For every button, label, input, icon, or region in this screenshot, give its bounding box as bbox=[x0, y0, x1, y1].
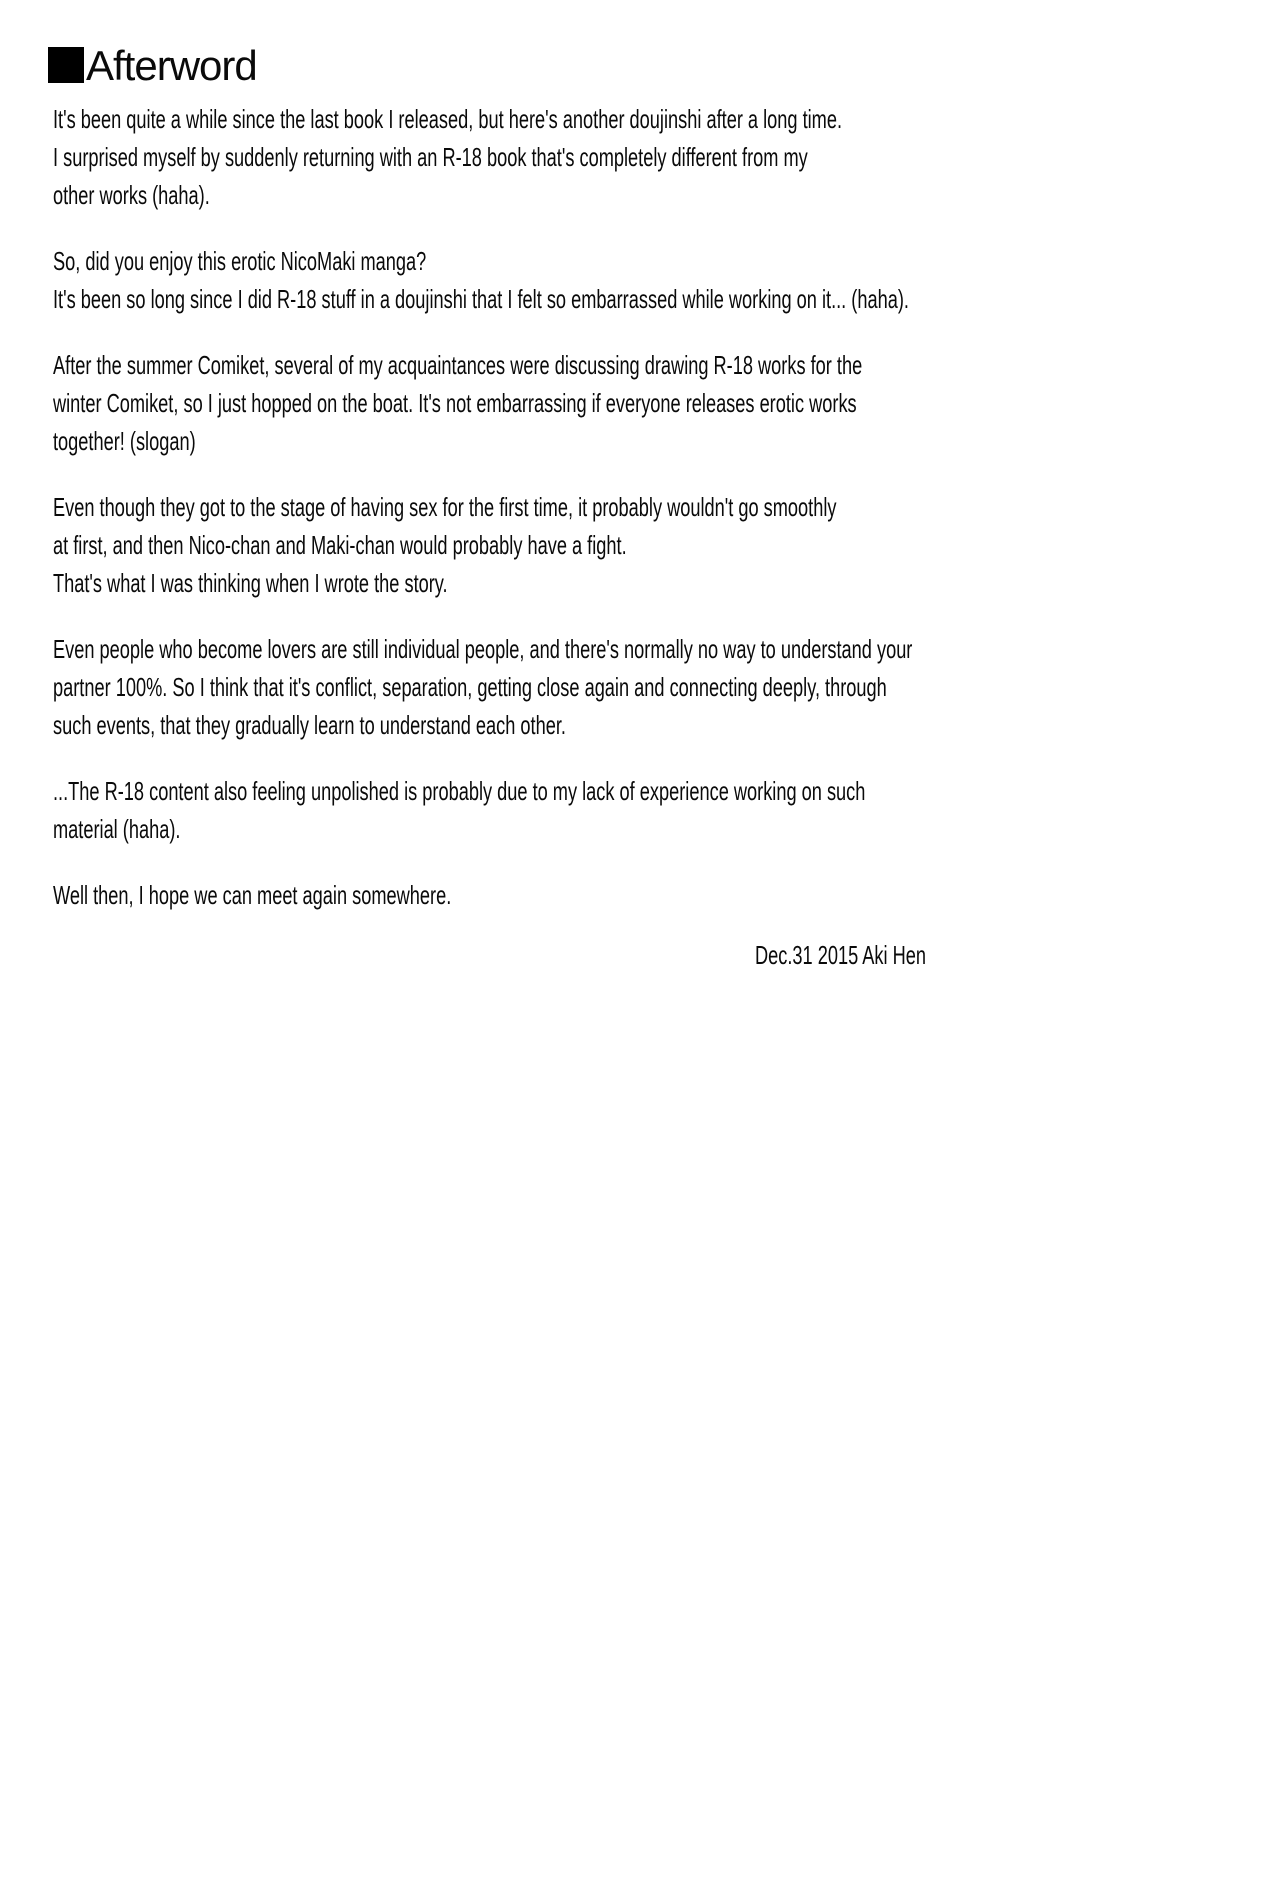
text-line: together! (slogan) bbox=[53, 426, 196, 456]
text-line: It's been quite a while since the last book I released, but here's another doujinshi after a long time. bbox=[53, 104, 843, 134]
text-line: ...The R-18 content also feeling unpolished is probably due to my lack of experience working on such bbox=[53, 776, 866, 806]
text-line: winter Comiket, so I just hopped on the boat. It's not embarrassing if everyone releases erotic works bbox=[53, 388, 857, 418]
text-line: That's what I was thinking when I wrote the story. bbox=[53, 568, 448, 598]
text-line: Even people who become lovers are still individual people, and there's normally no way to understand your bbox=[53, 634, 913, 664]
text-line: It's been so long since I did R-18 stuff in a doujinshi that I felt so embarrassed while working on it... (haha). bbox=[53, 284, 909, 314]
page-title-text: Afterword bbox=[86, 42, 257, 89]
paragraph-lovers bbox=[48, 630, 1280, 744]
paragraph-enjoy bbox=[48, 242, 1280, 318]
text-line: such events, that they gradually learn to understand each other. bbox=[53, 710, 566, 740]
text-line: So, did you enjoy this erotic NicoMaki manga? bbox=[53, 246, 427, 276]
text-line: at first, and then Nico-chan and Maki-chan would probably have a fight. bbox=[53, 530, 627, 560]
text-line: After the summer Comiket, several of my acquaintances were discussing drawing R-18 works for the bbox=[53, 350, 863, 380]
paragraph-story bbox=[48, 488, 1280, 602]
text-line: I surprised myself by suddenly returning with an R-18 book that's completely different from my bbox=[53, 142, 808, 172]
text-line: Even though they got to the stage of having sex for the first time, it probably wouldn't go smoothly bbox=[53, 492, 837, 522]
paragraph-intro bbox=[48, 100, 1280, 214]
text-line: other works (haha). bbox=[53, 180, 210, 210]
paragraph-comiket bbox=[48, 346, 1280, 460]
paragraph-farewell bbox=[48, 876, 1280, 914]
signature: Dec.31 2015 Aki Hen bbox=[755, 940, 926, 970]
page-title bbox=[48, 42, 1280, 90]
text-line: partner 100%. So I think that it's conflict, separation, getting close again and connecting deeply, through bbox=[53, 672, 887, 702]
black-square-icon bbox=[48, 47, 84, 83]
text-line: Well then, I hope we can meet again somewhere. bbox=[53, 880, 452, 910]
paragraph-unpolished bbox=[48, 772, 1280, 848]
text-line: material (haha). bbox=[53, 814, 181, 844]
